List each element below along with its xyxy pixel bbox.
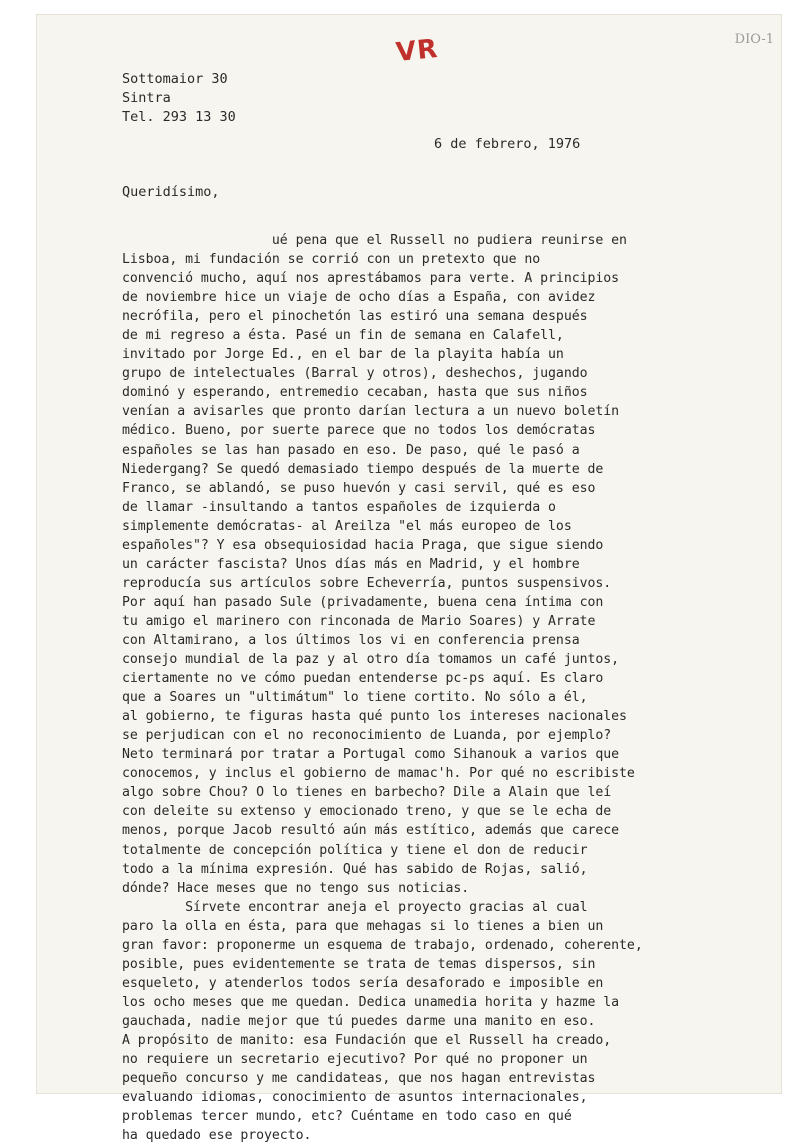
address-line: Sintra — [122, 90, 171, 106]
body-line: gran favor: proponerme un esquema de trabajo, ordenado, coherente, — [122, 937, 643, 953]
body-line: Sírvete encontrar aneja el proyecto gracias al cual — [122, 899, 588, 915]
body-line: esqueleto, y atenderlos todos sería desaforado e imposible en — [122, 975, 604, 991]
body-line: venían a avisarles que pronto darían lectura a un nuevo boletín — [122, 404, 620, 420]
body-line: invitado por Jorge Ed., en el bar de la playita había un — [122, 347, 564, 363]
body-line: Por aquí han pasado Sule (privadamente, buena cena íntima con — [122, 594, 604, 610]
body-line: paro la olla en ésta, para que mehagas si lo tienes a bien un — [122, 918, 604, 934]
body-line: se perjudican con el no reconocimiento de Luanda, por ejemplo? — [122, 728, 612, 744]
letter-date: 6 de febrero, 1976 — [434, 136, 581, 152]
body-line: dónde? Hace meses que no tengo sus noticias. — [122, 880, 470, 896]
body-line: todo a la mínima expresión. Qué has sabido de Rojas, salió, — [122, 861, 588, 877]
body-line: grupo de intelectuales (Barral y otros), deshechos, jugando — [122, 366, 588, 382]
body-line: evaluando idiomas, conocimiento de asuntos internacionales, — [122, 1090, 588, 1106]
body-line: consejo mundial de la paz y al otro día tomamos un café juntos, — [122, 652, 620, 668]
sender-address — [122, 70, 236, 127]
body-line: problemas tercer mundo, etc? Cuéntame en todo caso en qué — [122, 1109, 572, 1125]
letter-page — [36, 14, 782, 1144]
body-line: con Altamirano, a los últimos los vi en conferencia prensa — [122, 632, 580, 648]
body-line: ué pena que el Russell no pudiera reunirse en — [122, 233, 627, 248]
body-line: no requiere un secretario ejecutivo? Por qué no proponer un — [122, 1052, 588, 1068]
body-line: reproducía sus artículos sobre Echeverría, puntos suspensivos. — [122, 575, 612, 591]
body-line: ha quedado ese proyecto. — [122, 1128, 312, 1144]
body-line: menos, porque Jacob resultó aún más estítico, además que carece — [122, 823, 620, 839]
body-line: Lisboa, mi fundación se corrió con un pretexto que no — [122, 252, 541, 268]
body-line: A propósito de manito: esa Fundación que el Russell ha creado, — [122, 1032, 612, 1048]
body-line: Franco, se ablandó, se puso huevón y casi servil, qué es eso — [122, 480, 596, 496]
body-line: que a Soares un "ultimátum" lo tiene cortito. No sólo a él, — [122, 690, 588, 706]
body-line: españoles se las han pasado en eso. De paso, qué le pasó a — [122, 442, 580, 458]
body-line: algo sobre Chou? O lo tienes en barbecho? Dile a Alain que leí — [122, 785, 612, 801]
body-line: de noviembre hice un viaje de ocho días a España, con avidez — [122, 290, 596, 306]
body-line: conocemos, y inclus el gobierno de mamac'h. Por qué no escribiste — [122, 766, 635, 782]
body-line: tu amigo el marinero con rinconada de Mario Soares) y Arrate — [122, 613, 596, 629]
body-line: Neto terminará por tratar a Portugal como Sihanouk a varios que — [122, 747, 620, 763]
body-line: de mi regreso a ésta. Pasé un fin de semana en Calafell, — [122, 328, 564, 344]
body-line: Niedergang? Se quedó demasiado tiempo después de la muerte de — [122, 461, 604, 477]
body-line: al gobierno, te figuras hasta qué punto los intereses nacionales — [122, 709, 627, 725]
body-line: españoles"? Y esa obsequiosidad hacia Praga, que sigue siendo — [122, 537, 604, 553]
body-line: totalmente de concepción política y tiene el don de reducir — [122, 842, 588, 858]
body-line: con deleite su extenso y emocionado treno, y que se le echa de — [122, 804, 612, 820]
handwritten-initials: VR — [394, 33, 440, 69]
address-line: Tel. 293 13 30 — [122, 109, 236, 125]
body-line: ciertamente no ve cómo puedan entenderse pc-ps aquí. Es claro — [122, 671, 604, 687]
address-line: Sottomaior 30 — [122, 71, 228, 87]
archive-mark: DIO-1 — [734, 32, 774, 47]
salutation: Queridísimo, — [122, 184, 220, 200]
body-line: los ocho meses que me quedan. Dedica unamedia horita y hazme la — [122, 994, 620, 1010]
body-line: posible, pues evidentemente se trata de temas dispersos, sin — [122, 956, 596, 972]
body-line: de llamar -insultando a tantos españoles de izquierda o — [122, 499, 556, 515]
body-line: convenció mucho, aquí nos aprestábamos para verte. A principios — [122, 271, 620, 287]
body-line: pequeño concurso y me candidateas, que nos hagan entrevistas — [122, 1071, 596, 1087]
letter-body — [122, 231, 742, 1145]
body-line: médico. Bueno, por suerte parece que no todos los demócratas — [122, 423, 596, 439]
body-line: simplemente demócratas- al Areilza "el más europeo de los — [122, 518, 572, 534]
body-line: dominó y esperando, entremedio cecaban, hasta que sus niños — [122, 385, 588, 401]
body-line: necrófila, pero el pinochetón las estiró una semana después — [122, 309, 588, 325]
body-line: gauchada, nadie mejor que tú puedes darme una manito en eso. — [122, 1013, 596, 1029]
body-line: un carácter fascista? Unos días más en Madrid, y el hombre — [122, 556, 580, 572]
